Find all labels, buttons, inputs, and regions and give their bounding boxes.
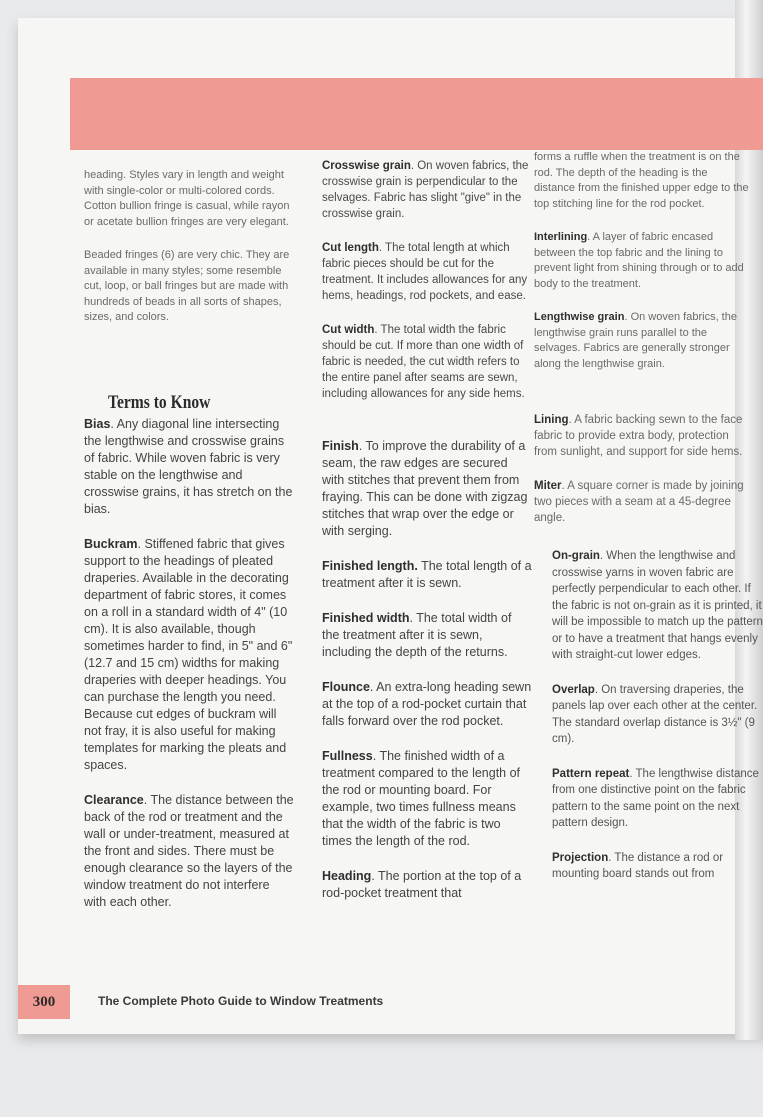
term-definition: . The total width the fabric should be cut. If more than one width of fabric is needed, the cut width refers to the entire panel after seams are sewn, including allowances for any side hems.	[322, 324, 525, 400]
term-name: On-grain	[552, 550, 600, 562]
term-entry	[534, 478, 749, 526]
term-entry	[84, 416, 294, 518]
term-name: Cut width	[322, 324, 375, 336]
column-3-middle	[534, 412, 749, 544]
term-definition: . On woven fabrics, the lengthwise grain runs parallel to the selvages. Fabrics are generally stronger along the lengthwise grain.	[534, 311, 737, 370]
column-3-lower	[552, 548, 763, 901]
term-name: Crosswise grain	[322, 160, 411, 172]
term-entry	[322, 438, 532, 540]
term-entry	[534, 412, 749, 460]
term-definition: . The total length at which fabric pieces should be cut for the treatment. It includes allowances for any hems, headings, rod pockets, and ease.	[322, 242, 528, 302]
term-name: Interlining	[534, 231, 588, 243]
term-name: Pattern repeat	[552, 767, 630, 780]
heading-continued-paragraph: forms a ruffle when the treatment is on the rod. The depth of the heading is the distance from the finished upper edge to the top stitching line for the rod pocket.	[534, 151, 749, 210]
term-entry	[322, 240, 532, 304]
term-entry	[322, 610, 532, 661]
term-entry	[552, 766, 763, 832]
term-entry	[552, 682, 763, 748]
term-entry	[552, 548, 763, 664]
term-name: Lining	[534, 414, 569, 426]
term-entry	[322, 679, 532, 730]
running-footer-title: The Complete Photo Guide to Window Treatments	[98, 994, 384, 1008]
term-entry	[322, 748, 532, 850]
term-entry	[84, 536, 294, 774]
term-definition: . When the lengthwise and crosswise yarns in woven fabric are perfectly perpendicular to each other. If the fabric is not on-grain as it is printed, it will be impossible to match up the pattern or to have a treatment that hangs evenly with straight-cut lower edges.	[552, 550, 763, 661]
term-entry	[534, 310, 749, 372]
term-entry	[322, 868, 532, 902]
term-definition: . On traversing draperies, the panels lap over each other at the center. The standard overlap distance is 3½" (9 cm).	[552, 683, 758, 745]
term-definition: . A square corner is made by joining two pieces with a seam at a 45-degree angle.	[534, 480, 744, 524]
column-1-terms	[84, 416, 294, 929]
column-1-intro	[84, 168, 294, 344]
term-name: Fullness	[322, 749, 373, 763]
term-entry	[84, 792, 294, 911]
term-name: Buckram	[84, 537, 138, 551]
term-definition: . An extra-long heading sewn at the top of a rod-pocket curtain that falls forward over the rod pocket.	[322, 680, 532, 728]
term-entry	[322, 558, 532, 592]
column-3-upper	[534, 150, 749, 390]
term-definition: . A layer of fabric encased between the top fabric and the lining to prevent light from shining through or to add body to the treatment.	[534, 231, 744, 290]
term-name: Lengthwise grain	[534, 311, 625, 323]
term-name: Projection	[552, 851, 609, 864]
term-entry	[322, 158, 532, 222]
term-name: Cut length	[322, 242, 379, 254]
term-definition: . Any diagonal line intersecting the lengthwise and crosswise grains of fabric. While woven fabric is very stable on the lengthwise and crosswise grains, it has stretch on the bias.	[84, 417, 293, 516]
term-definition: The total length of a treatment after it is sewn.	[322, 559, 532, 590]
term-definition: . To improve the durability of a seam, the raw edges are secured with stitches that prevent them from fraying. This can be done with zigzag stitches that wrap over the edge or with serging.	[322, 439, 528, 538]
term-entry	[322, 322, 532, 402]
term-name: Heading	[322, 869, 372, 883]
term-definition: . The distance a rod or mounting board stands out from	[552, 851, 724, 880]
term-name: Bias	[84, 417, 111, 431]
term-definition: . The finished width of a treatment compared to the length of the rod or mounting board. For example, two times fullness means that the width of the fabric is two times the length of the rod.	[322, 749, 521, 848]
column-2-lower	[322, 438, 532, 920]
term-name: Finished length.	[322, 559, 418, 573]
term-entry	[534, 230, 749, 292]
term-entry	[552, 850, 763, 883]
term-name: Finish	[322, 439, 359, 453]
page-number: 300	[18, 985, 70, 1019]
term-name: Finished width	[322, 611, 410, 625]
term-definition: . On woven fabrics, the crosswise grain is perpendicular to the selvages. Fabric has slight "give" in the crosswise grain.	[322, 160, 529, 220]
section-heading: Terms to Know	[108, 392, 211, 413]
term-name: Overlap	[552, 683, 595, 696]
term-name: Miter	[534, 480, 562, 492]
term-definition: . The lengthwise distance from one distinctive point on the fabric pattern to the same point on the next pattern design.	[552, 767, 759, 829]
column-2-upper	[322, 158, 532, 420]
term-definition: . The total width of the treatment after it is sewn, including the depth of the returns.	[322, 611, 512, 659]
term-name: Flounce	[322, 680, 370, 694]
term-name: Clearance	[84, 793, 144, 807]
term-definition: . The distance between the back of the rod or treatment and the wall or under-treatment, measured at the front and sides. There must be enough clearance so the layers of the window treatment do not interfere with each other.	[84, 793, 294, 909]
term-definition: . The portion at the top of a rod-pocket treatment that	[322, 869, 522, 900]
term-definition: . Stiffened fabric that gives support to the headings of pleated draperies. Available in the decorating department of fabric stores, it comes on a roll in a standard width of 4" (10 cm). It is also available, though sometimes harder to find, in 5" and 6" (12.7 and 15 cm) widths for making draperies with deeper headings. You can purchase the length you need. Because cut edges of buckram will not fray, it is also useful for making templates for marking the pleats and spaces.	[84, 537, 293, 772]
beaded-fringe-paragraph: Beaded fringes (6) are very chic. They are available in many styles; some resemble cut, loop, or ball fringes but are made with hundreds of beads in all sorts of shapes, sizes, and colors.	[84, 249, 290, 323]
fringe-paragraph: heading. Styles vary in length and weight with single-color or multi-colored cords. Cotton bullion fringe is casual, while rayon or acetate bullion fringes are very elegant.	[84, 169, 290, 228]
term-definition: . A fabric backing sewn to the face fabric to provide extra body, protection from sunlight, and support for side hems.	[534, 414, 743, 458]
